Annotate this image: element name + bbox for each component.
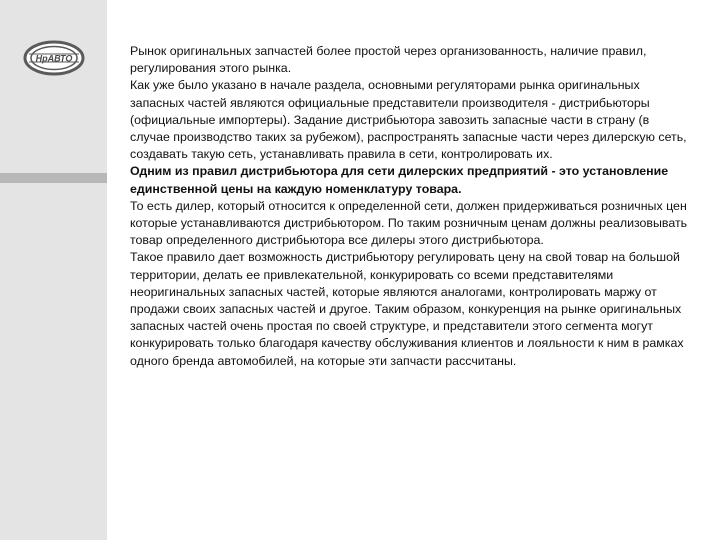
paragraph-3: Одним из правил дистрибьютора для сети дилерских предприятий - это установление единственной цены на каждую номенклатуру товара. bbox=[130, 164, 669, 196]
paragraph-1: Рынок оригинальных запчастей более простой через организованность, наличие правил, регулирования этого рынка. bbox=[130, 44, 647, 76]
company-logo bbox=[23, 40, 85, 76]
slide-body-text bbox=[130, 43, 690, 370]
paragraph-5: Такое правило дает возможность дистрибьютору регулировать цену на свой товар на большой территории, делать ее привлекательной, конкурировать со всеми представителями неоригинальных запасных частей, которые являются аналогами, контролировать маржу от продажи своих запасных частей и другое. Таким образом, конкуренция на рынке оригинальных запасных частей очень простая по своей структуре, и представители этого сегмента могут конкурировать только благодаря качеству обслуживания клиентов и лояльности к ним в рамках одного бренда автомобилей, на которые эти запчасти рассчитаны. bbox=[130, 250, 684, 368]
left-sidebar-stripe bbox=[0, 173, 107, 183]
left-sidebar-band bbox=[0, 0, 107, 540]
logo-text: НрАВТО bbox=[35, 53, 73, 64]
paragraph-4: То есть дилер, который относится к определенной сети, должен придерживаться розничных цен которые устанавливаются дистрибьютором. По таким розничным ценам должны реализовывать товар определенного дистрибьютора все дилеры этого дистрибьютора. bbox=[130, 198, 688, 248]
paragraph-2: Как уже было указано в начале раздела, основными регуляторами рынка оригинальных запасных частей являются официальные представители производителя - дистрибьюторы (официальные импортеры). Задание дистрибьютора завозить запасные части в страну (в случае производство таких за рубежом), распространять запасные части через дилерскую сеть, создавать такую сеть, устанавливать правила в сети, контролировать их. bbox=[130, 78, 687, 162]
company-logo-emblem-icon bbox=[23, 40, 85, 76]
